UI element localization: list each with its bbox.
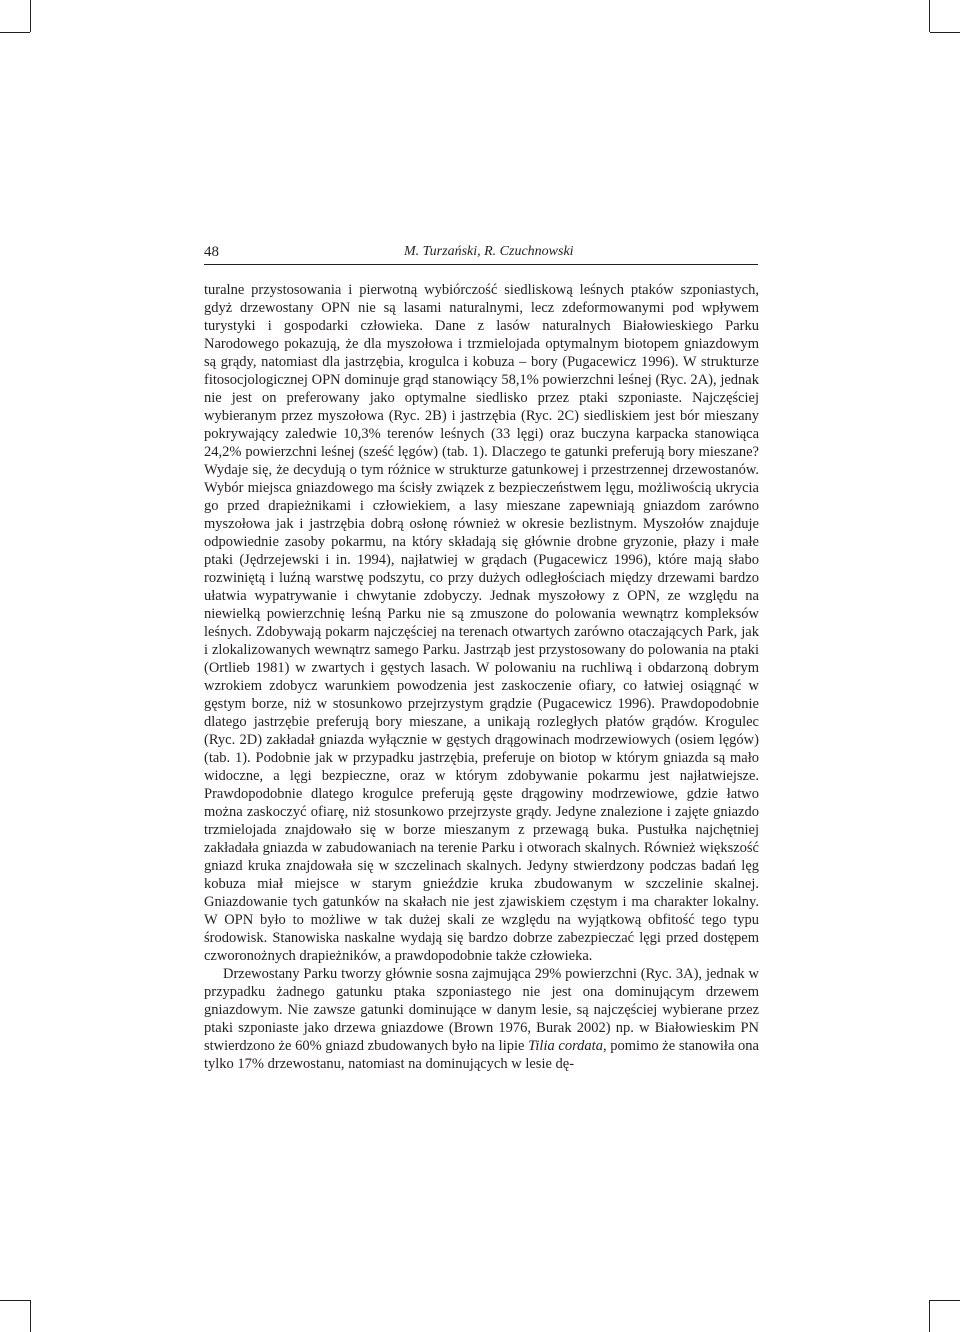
paragraph-2-text-end: , pomimo że stanowiła ona tylko 17% drzewostanu, natomiast na dominujących w lesie dę- [204, 1038, 759, 1072]
paragraph-2-text-start: Drzewostany Parku tworzy głównie sosna zajmująca 29% powierzchni (Ryc. 3A), jednak w przypadku żadnego gatunku ptaka szponiastego nie jest ona dominującym drzewem gniazdowym. Nie zawsze gatunki dominujące w danym lesie, są najczęściej wybierane przez ptaki szponiaste jako drzewa gniazdowe (Brown 1976, Burak 2002) np. w Białowieskim PN stwierdzono że 60% gniazd zbudowanych było na lipie [204, 966, 759, 1054]
crop-mark-top-right-vertical [929, 0, 930, 32]
crop-mark-bottom-left-horizontal [0, 1300, 30, 1301]
crop-mark-top-left-vertical [30, 0, 31, 32]
crop-mark-top-left-horizontal [0, 32, 30, 33]
crop-mark-bottom-left-vertical [30, 1300, 31, 1332]
species-name-italic: Tilia cordata [528, 1038, 603, 1054]
header-authors: M. Turzański, R. Czuchnowski [404, 244, 574, 259]
crop-mark-bottom-right-horizontal [930, 1300, 960, 1301]
crop-mark-bottom-right-vertical [929, 1300, 930, 1332]
page-number: 48 [204, 244, 219, 260]
crop-mark-top-right-horizontal [930, 32, 960, 33]
paragraph-drzewostany [204, 965, 759, 1073]
paragraph-continued: turalne przystosowania i pierwotną wybiórczość siedliskową leśnych ptaków szponiastych, gdyż drzewostany OPN nie są lasami naturalnymi, lecz zdeformowanymi pod wpływem turystyki i gospodarki człowieka. Dane z lasów naturalnych Białowieskiego Parku Narodowego pokazują, że dla myszołowa i trzmielojada optymalnym biotopem gniazdowym są grądy, natomiast dla jastrzębia, krogulca i kobuza – bory (Pugacewicz 1996). W strukturze fitosocjologicznej OPN dominuje grąd stanowiący 58,1% powierzchni leśnej (Ryc. 2A), jednak nie jest on preferowany jako optymalne siedlisko przez ptaki szponiaste. Najczęściej wybieranym przez myszołowa (Ryc. 2B) i jastrzębia (Ryc. 2C) siedliskiem jest bór mieszany pokrywający zaledwie 10,3% terenów leśnych (33 lęgi) oraz buczyna karpacka stanowiąca 24,2% powierzchni leśnej (sześć lęgów) (tab. 1). Dlaczego te gatunki preferują bory mieszane? Wydaje się, że decydują o tym różnice w strukturze gatunkowej i przestrzennej drzewostanów. Wybór miejsca gniazdowego ma ścisły związek z bezpieczeństwem lęgu, możliwością ukrycia go przed drapieżnikami i człowiekiem, a lasy mieszane zapewniają gniazdom zarówno myszołowa jak i jastrzębia dobrą osłonę również w okresie bezlistnym. Myszołów znajduje odpowiednie zasoby pokarmu, na który składają się głównie drobne gryzonie, płazy i małe ptaki (Jędrzejewski i in. 1994), najłatwiej w grądach (Pugacewicz 1996), które mają słabo rozwiniętą i luźną warstwę podszytu, co przy dużych odległościach między drzewami bardzo ułatwia wypatrywanie i chwytanie zdobyczy. Jednak myszołowy z OPN, ze względu na niewielką powierzchnię leśną Parku nie są zmuszone do polowania wewnątrz kompleksów leśnych. Zdobywają pokarm najczęściej na terenach otwartych zarówno otaczających Park, jak i zlokalizowanych wewnątrz samego Parku. Jastrząb jest przystosowany do polowania na ptaki (Ortlieb 1981) w zwartych i gęstych lasach. W polowaniu na ruchliwą i obdarzoną dobrym wzrokiem zdobycz warunkiem powodzenia jest zaskoczenie ofiary, co łatwiej osiągnąć w gęstym borze, niż w stosunkowo przejrzystym grądzie (Pugacewicz 1996). Prawdopodobnie dlatego jastrzębie preferują bory mieszane, a unikają rozległych płatów grądów. Krogulec (Ryc. 2D) zakładał gniazda wyłącznie w gęstych drągowinach modrzewiowych (osiem lęgów) (tab. 1). Podobnie jak w przypadku jastrzębia, preferuje on biotop w którym gniazda są mało widoczne, a lęgi bezpieczne, oraz w którym zdobywanie pokarmu jest najłatwiejsze. Prawdopodobnie dlatego krogulce preferują gęste drągowiny modrzewiowe, gdzie łatwo można zaskoczyć ofiarę, niż stosunkowo przejrzyste grądy. Jedyne znalezione i zajęte gniazdo trzmielojada znajdowało się w borze mieszanym z przewagą buka. Pustułka najchętniej zakładała gniazda w zabudowaniach na terenie Parku i otworach skalnych. Również większość gniazd kruka znajdowała się w szczelinach skalnych. Jedyny stwierdzony podczas badań lęg kobuza miał miejsce w starym gnieździe kruka zbudowanym w szczelinie skalnej. Gniazdowanie tych gatunków na skałach nie jest zjawiskiem częstym i ma charakter lokalny. W OPN było to możliwe w tak dużej skali ze względu na wyjątkową obfitość tego typu środowisk. Stanowiska naskalne wydają się bardzo dobrze zabezpieczać lęgi przed dostępem czworonożnych drapieżników, a prawdopodobnie także człowieka. [204, 282, 759, 964]
article-body [204, 281, 759, 1073]
running-head [204, 240, 758, 265]
